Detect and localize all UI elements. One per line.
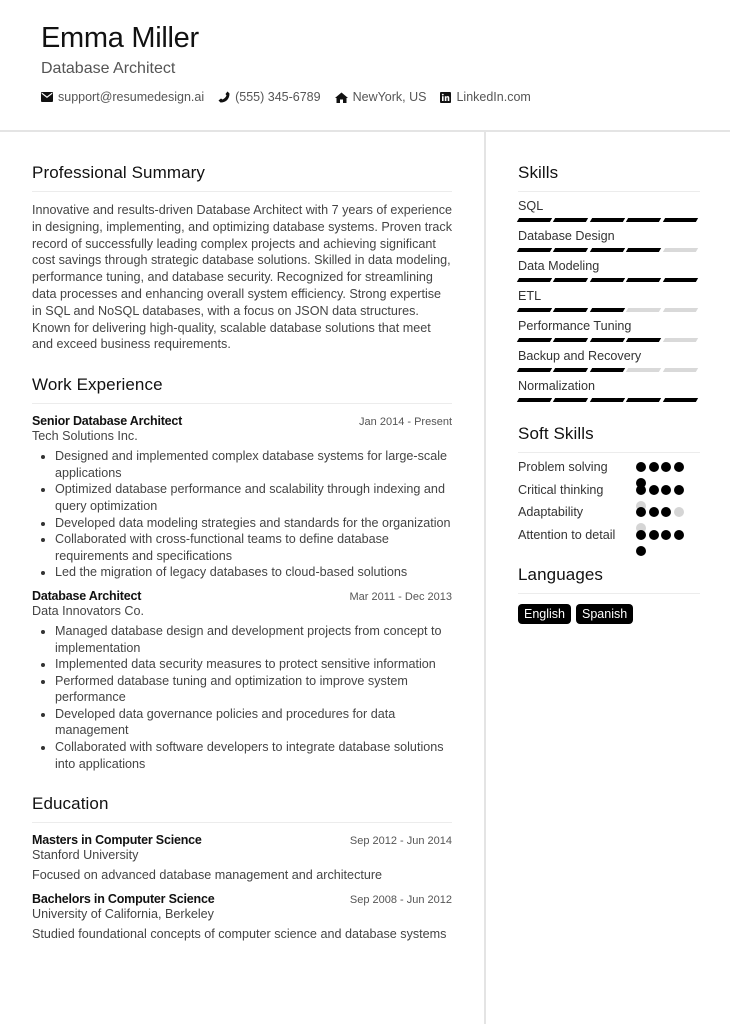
skill-level-bar [518,338,700,342]
skill-level-segment [662,368,697,372]
contact-phone-text: (555) 345-6789 [235,90,321,104]
job-bullet: Collaborated with software developers to integrate database solutions into applications [32,739,452,772]
languages-heading: Languages [518,565,700,594]
skill-level-segment [590,248,625,252]
soft-skill-name: Critical thinking [518,482,604,497]
linkedin-icon [440,92,451,103]
skill-level-segment [553,248,588,252]
rating-dot [674,485,684,495]
education-description: Studied foundational concepts of computer science and database systems [32,926,447,941]
skill-item [518,228,700,252]
soft-skills-section [518,424,700,543]
soft-skill-item [518,504,700,521]
skill-level-segment [517,308,552,312]
soft-skill-rating [636,482,692,498]
skill-level-segment [626,248,661,252]
skill-level-bar [518,278,700,282]
skill-level-segment [590,368,625,372]
rating-dot [661,507,671,517]
rating-dot [661,530,671,540]
experience-heading: Work Experience [32,375,452,404]
skill-item [518,318,700,342]
contact-bar [41,90,545,104]
soft-skill-name: Adaptability [518,505,584,519]
rating-dot [649,462,659,472]
skill-item [518,378,700,402]
skill-level-segment [553,278,588,282]
school: University of California, Berkeley [32,906,214,921]
rating-dot [661,462,671,472]
degree: Bachelors in Computer Science [32,891,215,906]
education-heading: Education [32,794,452,823]
skill-level-segment [590,398,625,402]
job-company: Tech Solutions Inc. [32,429,138,444]
skill-level-segment [626,218,661,222]
skill-level-segment [517,248,552,252]
language-tag: English [518,604,571,624]
language-tag: Spanish [576,604,633,624]
job-company: Data Innovators Co. [32,603,145,618]
skill-level-segment [662,338,697,342]
education-date: Sep 2012 - Jun 2014 [349,835,452,848]
rating-dot [674,530,684,540]
contact-linkedin-text: LinkedIn.com [456,90,531,104]
skill-level-segment [517,368,552,372]
home-icon [335,92,348,103]
skill-item [518,288,700,312]
envelope-icon [41,92,53,102]
skills-list [518,198,700,402]
education-entry [32,833,452,884]
job-bullet: Collaborated with cross-functional teams to define database requirements and specifications [32,531,452,564]
degree: Masters in Computer Science [32,833,202,848]
job-bullets [32,448,452,581]
skill-level-segment [662,308,697,312]
soft-skill-rating [636,504,692,520]
contact-location-text: NewYork, US [352,90,427,104]
soft-skill-item [518,459,700,476]
skill-level-segment [553,338,588,342]
soft-skill-item [518,527,700,544]
rating-dot [649,530,659,540]
skill-level-segment [590,308,625,312]
skill-level-segment [553,368,588,372]
skill-level-segment [626,278,661,282]
education-section [32,794,452,942]
skill-item [518,348,700,372]
skill-name: Data Modeling [518,259,600,273]
skill-level-segment [517,338,552,342]
contact-phone[interactable] [218,90,320,104]
education-description: Focused on advanced database management and architecture [32,868,383,883]
skill-level-bar [518,368,700,372]
skill-level-segment [662,248,697,252]
summary-heading: Professional Summary [32,163,452,192]
job-bullet: Developed data governance policies and procedures for data management [32,706,452,739]
soft-skill-name: Problem solving [518,460,608,474]
soft-skill-rating [636,459,692,475]
skill-level-segment [517,278,552,282]
rating-dot [674,507,684,517]
job-bullet: Designed and implemented complex database systems for large-scale applications [32,448,452,481]
job-bullet: Managed database design and development projects from concept to implementation [32,623,452,656]
skill-item [518,198,700,222]
rating-dot [636,507,646,517]
soft-skill-name: Attention to detail [518,527,616,542]
rating-dot [636,546,646,556]
skill-level-segment [517,398,552,402]
skill-level-bar [518,308,700,312]
contact-email[interactable] [41,90,204,104]
skill-level-bar [518,398,700,402]
contact-linkedin[interactable] [440,90,530,104]
experience-section [32,375,452,772]
skill-level-bar [518,248,700,252]
skills-section [518,163,700,402]
job-entry [32,414,452,581]
job-bullet: Optimized database performance and scalability through indexing and query optimization [32,481,452,514]
summary-text: Innovative and results-driven Database Architect with 7 years of experience in designing, implementing, and optimizing database systems. Proven track record of successfully leading complex projects and achieving significant cost savings through strategic database solutions. Skilled in data modeling, performance tuning, and database security. Recognized for streamlining data processes and enhancing overall system efficiency. Strong expertise in SQL and NoSQL databases, with a focus on JSON data structures. Known for delivering high-quality, scalable database solutions that meet and exceed business requirements. [32,203,453,352]
skill-level-segment [553,398,588,402]
skill-name: SQL [518,199,544,213]
skill-level-segment [626,308,661,312]
rating-dot [661,485,671,495]
skill-level-segment [662,278,697,282]
rating-dot [674,462,684,472]
skill-level-segment [553,218,588,222]
resume-header [0,0,730,132]
candidate-name: Emma Miller [41,22,199,54]
soft-skill-item [518,482,700,499]
skill-level-segment [626,398,661,402]
candidate-title: Database Architect [41,60,176,77]
column-divider [484,132,486,1024]
skill-level-segment [590,338,625,342]
summary-section [32,163,452,353]
languages-list [518,604,700,624]
school: Stanford University [32,848,139,863]
job-bullets [32,623,452,772]
soft-skills-list [518,459,700,543]
languages-section [518,565,700,624]
main-column [32,132,452,942]
job-bullet: Developed data modeling strategies and standards for the organization [32,515,452,532]
job-bullet: Performed database tuning and optimization to improve system performance [32,673,452,706]
soft-skill-rating [636,527,692,543]
rating-dot [649,507,659,517]
phone-icon [218,91,230,103]
skill-level-segment [662,398,697,402]
skill-name: ETL [518,289,542,303]
rating-dot [636,462,646,472]
job-title: Senior Database Architect [32,414,183,429]
job-title: Database Architect [32,588,142,603]
job-date: Mar 2011 - Dec 2013 [349,590,452,603]
skill-name: Backup and Recovery [518,349,642,363]
skill-level-bar [518,218,700,222]
skill-level-segment [517,218,552,222]
job-entry [32,589,452,772]
skill-level-segment [590,218,625,222]
education-entry [32,892,452,943]
rating-dot [649,485,659,495]
job-bullet: Led the migration of legacy databases to cloud-based solutions [32,564,452,581]
rating-dot [636,530,646,540]
skill-name: Performance Tuning [518,319,632,333]
rating-dot [636,485,646,495]
contact-location[interactable] [335,90,427,104]
soft-skills-heading: Soft Skills [518,424,700,453]
skill-level-segment [662,218,697,222]
skill-item [518,258,700,282]
skill-level-segment [626,368,661,372]
skill-name: Database Design [518,229,615,243]
skill-level-segment [553,308,588,312]
skill-level-segment [626,338,661,342]
job-date: Jan 2014 - Present [359,416,452,429]
sidebar-column [518,132,700,624]
job-bullet: Implemented data security measures to protect sensitive information [32,656,452,673]
skills-heading: Skills [518,163,700,192]
skill-name: Normalization [518,379,595,393]
skill-level-segment [590,278,625,282]
contact-email-text: support@resumedesign.ai [58,90,205,104]
education-date: Sep 2008 - Jun 2012 [349,893,452,906]
